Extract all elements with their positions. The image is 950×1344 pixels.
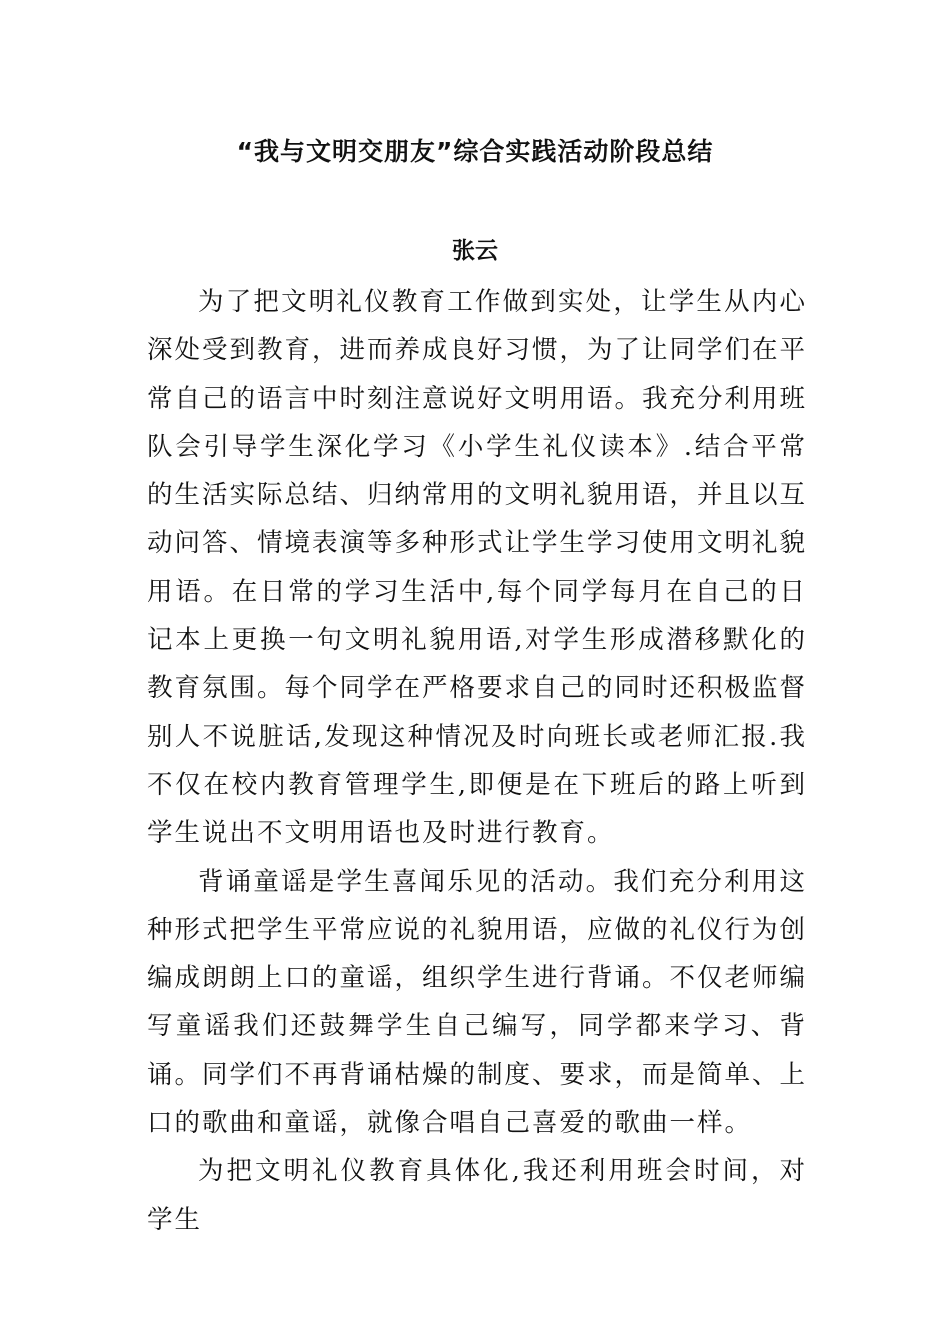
paragraph-2: 背诵童谣是学生喜闻乐见的活动。我们充分利用这种形式把学生平常应说的礼貌用语，应做的礼仪行为创编成朗朗上口的童谣，组织学生进行背诵。不仅老师编写童谣我们还鼓舞学生自己编写，同学都来学习、背诵。同学们不再背诵枯燥的制度、要求，而是简单、上口的歌曲和童谣，就像合唱自己喜爱的歌曲一样。 — [147, 866, 808, 1139]
paragraph-3: 为把文明礼仪教育具体化,我还利用班会时间，对学生 — [147, 1156, 807, 1235]
document-title: “我与文明交朋友”综合实践活动阶段总结 — [236, 137, 714, 166]
document-body — [147, 278, 807, 1244]
author-name: 张云 — [452, 238, 498, 264]
paragraph-1: 为了把文明礼仪教育工作做到实处，让学生从内心深处受到教育，进而养成良好习惯，为了让同学们在平常自己的语言中时刻注意说好文明用语。我充分利用班队会引导学生深化学习《小学生礼仪读本》.结合平常的生活实际总结、归纳常用的文明礼貌用语，并且以互动问答、情境表演等多种形式让学生学习使用文明礼貌用语。在日常的学习生活中,每个同学每月在自己的日记本上更换一句文明礼貌用语,对学生形成潜移默化的教育氛围。每个同学在严格要求自己的同时还积极监督别人不说脏话,发现这种情况及时向班长或老师汇报.我不仅在校内教育管理学生,即便是在下班后的路上听到学生说出不文明用语也及时进行教育。 — [147, 287, 808, 849]
